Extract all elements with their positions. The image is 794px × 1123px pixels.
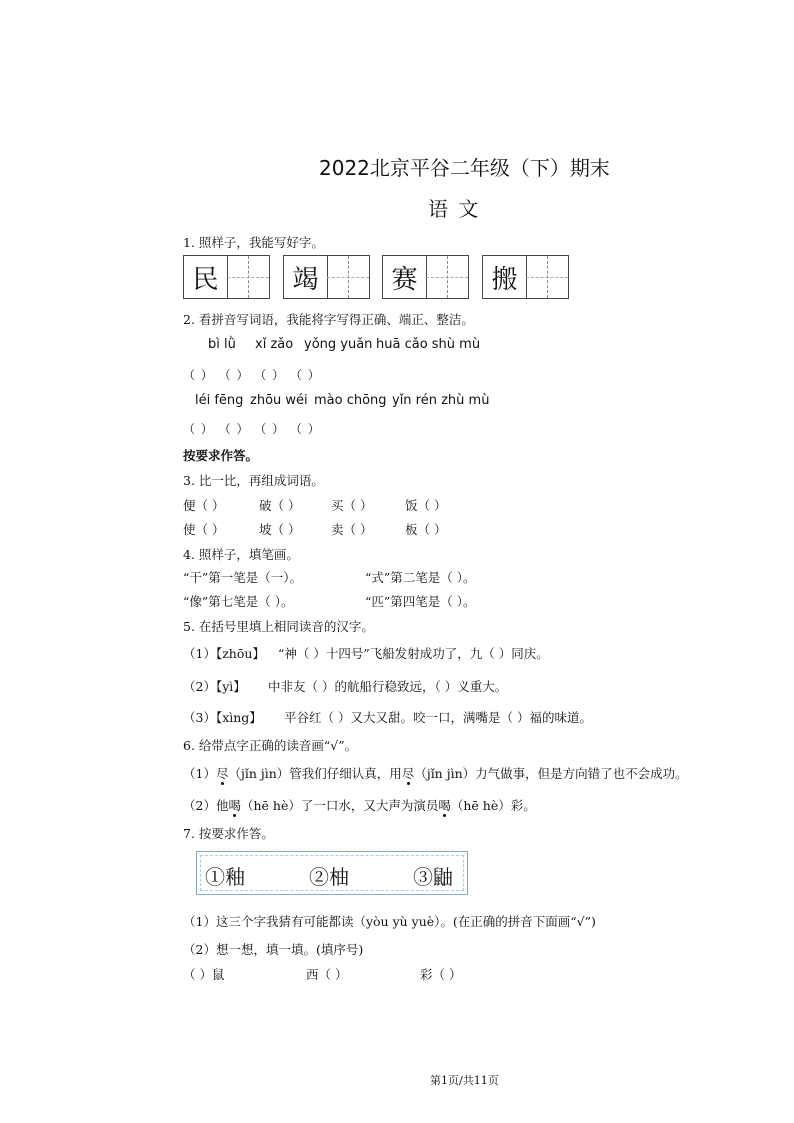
- dotted-char: 喝: [438, 798, 451, 813]
- compare-item[interactable]: 板（ ）: [405, 522, 447, 537]
- page-title: 2022北京平谷二年级（下）期末: [319, 156, 610, 180]
- pinyin-item: yǒng yuǎn: [304, 337, 373, 352]
- pinyin-item: zhōu wéi: [250, 393, 308, 408]
- char-box-char: 赛: [391, 264, 418, 295]
- compare-item[interactable]: 卖（ ）: [331, 522, 373, 537]
- frame-char: ②柚: [309, 865, 349, 889]
- q6-line-1[interactable]: [183, 764, 688, 782]
- q6-line-2[interactable]: [183, 796, 536, 814]
- stroke-item[interactable]: “式”第二笔是（ ）。: [365, 570, 476, 585]
- q1-prompt: 1. 照样子，我能写好字。: [183, 235, 324, 250]
- compare-item[interactable]: 使（ ）: [183, 522, 225, 537]
- pinyin-item: xǐ zǎo: [255, 337, 294, 352]
- fill-item[interactable]: （ ）鼠: [183, 967, 225, 982]
- section-heading: 按要求作答。: [183, 448, 259, 463]
- q5-prompt: 5. 在括号里填上相同读音的汉字。: [183, 619, 374, 634]
- stroke-item[interactable]: “匹”第四笔是（ ）。: [365, 594, 476, 609]
- char-box-1: [183, 255, 270, 299]
- q5-sentence[interactable]: “神（ ）十四号”飞船发射成功了，九（ ）同庆。: [278, 646, 549, 661]
- q7-line-1[interactable]: （1）这三个字我猜有可能都读（yòu yù yuè）。(在正确的拼音下面画“√”): [183, 914, 596, 929]
- char-box-char: 搬: [491, 264, 518, 295]
- stroke-item[interactable]: “像”第七笔是（ ）。: [183, 594, 294, 609]
- character-frame: [196, 851, 468, 895]
- dotted-char: 尽: [215, 766, 229, 781]
- q6-text: （hē hè）了一口水，又大声为演员: [240, 798, 439, 813]
- pinyin-item: mào chōng: [314, 393, 387, 408]
- page-number: 第1页/共11页: [430, 1074, 499, 1087]
- pinyin-item: yǐn rén zhù mù: [392, 393, 490, 408]
- q4-prompt: 4. 照样子，填笔画。: [183, 547, 299, 562]
- compare-item[interactable]: 坡（ ）: [259, 522, 301, 537]
- q6-text: （hē hè）彩。: [450, 798, 536, 813]
- pinyin-item: huā cǎo shù mù: [376, 337, 481, 352]
- fill-item[interactable]: 西（ ）: [306, 967, 348, 982]
- stroke-example: “干”第一笔是（一）。: [183, 570, 303, 585]
- pinyin-item: léi fēng: [195, 393, 244, 408]
- subject-title: 语 文: [428, 197, 481, 221]
- q5-sentence[interactable]: 平谷红（ ）又大又甜。咬一口，满嘴是（ ）福的味道。: [284, 710, 592, 725]
- answer-parens-row[interactable]: （ ） （ ） （ ） （ ）: [183, 422, 320, 436]
- q6-text: （jǐn jìn）管我们仔细认真，用: [228, 766, 402, 781]
- q6-prompt: 6. 给带点字正确的读音画“√”。: [183, 738, 358, 753]
- q6-text: （2）他: [183, 798, 229, 813]
- char-box-3: [382, 255, 469, 299]
- compare-item[interactable]: 破（ ）: [259, 498, 301, 513]
- compare-item[interactable]: 便（ ）: [183, 498, 225, 513]
- q2-prompt: 2. 看拼音写词语，我能将字写得正确、端正、整洁。: [183, 312, 474, 327]
- char-box-4: [482, 255, 569, 299]
- frame-char: ③鼬: [413, 865, 453, 889]
- q7-prompt: 7. 按要求作答。: [183, 826, 274, 841]
- answer-parens-row[interactable]: （ ） （ ） （ ） （ ）: [183, 368, 320, 382]
- q6-text: （jǐn jìn）力气做事，但是方向错了也不会成功。: [414, 766, 688, 781]
- pinyin-item: bì lǜ: [208, 337, 236, 352]
- char-box-char: 民: [192, 264, 219, 295]
- char-box-char: 竭: [292, 264, 319, 295]
- fill-item[interactable]: 彩（ ）: [420, 967, 462, 982]
- q5-label: （1）【zhōu】: [183, 646, 265, 661]
- dotted-char: 尽: [401, 766, 415, 781]
- dotted-char: 喝: [228, 798, 241, 813]
- q5-sentence[interactable]: 中非友（ ）的航船行稳致远，（ ）义重大。: [268, 679, 508, 694]
- q5-label: （2）【yì】: [183, 679, 246, 694]
- q7-line-2: （2）想一想，填一填。(填序号): [183, 942, 364, 957]
- q6-text: （1）: [183, 766, 216, 781]
- frame-char: ①釉: [205, 865, 245, 889]
- q3-prompt: 3. 比一比，再组成词语。: [183, 473, 324, 488]
- q5-label: （3）【xìng】: [183, 710, 262, 725]
- compare-item[interactable]: 饭（ ）: [405, 498, 447, 513]
- compare-item[interactable]: 买（ ）: [331, 498, 373, 513]
- char-box-2: [283, 255, 370, 299]
